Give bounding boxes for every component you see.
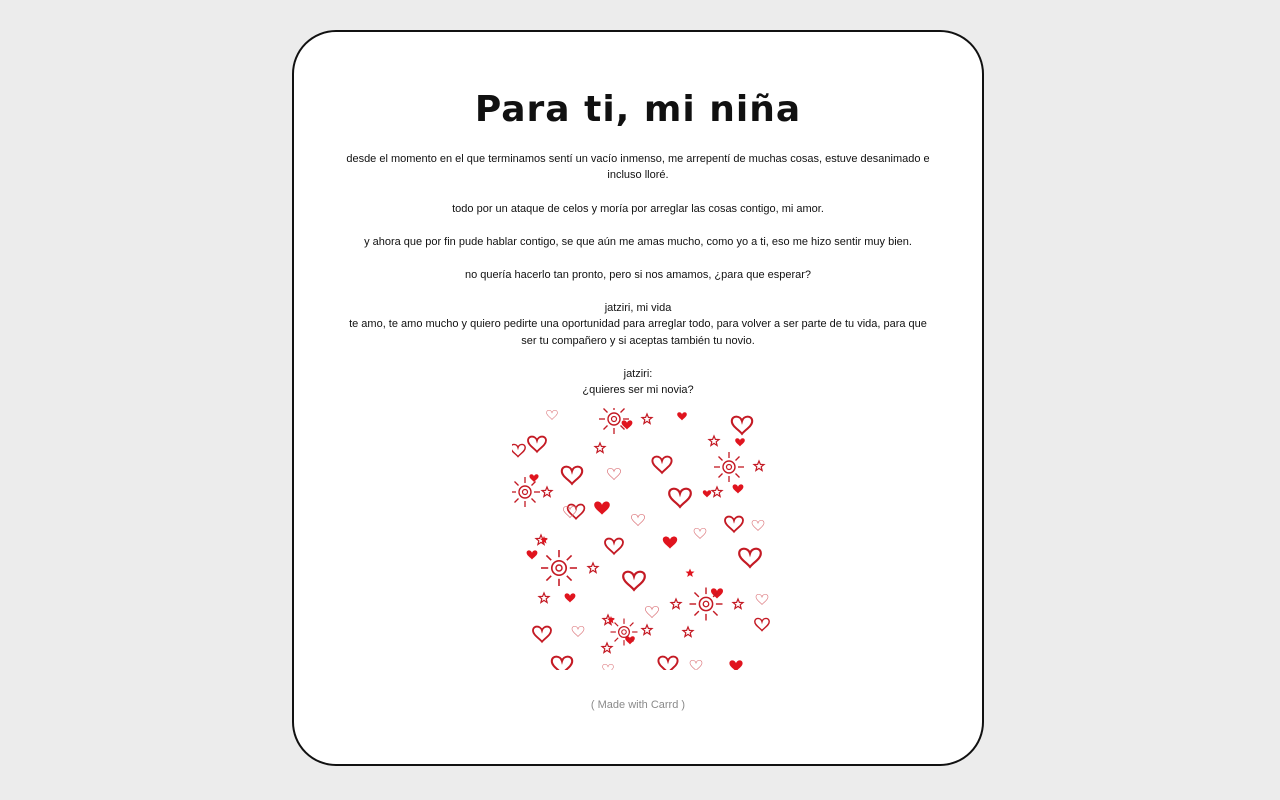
paragraph-line: y ahora que por fin pude hablar contigo, se que aún me amas mucho, como yo a ti, eso me hizo sentir muy bien. bbox=[364, 235, 912, 248]
credit-suffix: ) bbox=[678, 699, 686, 711]
credit-prefix: ( bbox=[590, 699, 598, 711]
content-card bbox=[292, 30, 984, 766]
paragraph-line: te amo, te amo mucho y quiero pedirte una oportunidad para arreglar todo, para volver a ser parte de tu vida, para que ser tu compañero y si aceptas también tu novio. bbox=[349, 318, 927, 347]
paragraph-6 bbox=[346, 366, 930, 399]
paragraph-line: ¿quieres ser mi novia? bbox=[582, 384, 694, 397]
hearts-pattern-image bbox=[512, 408, 772, 670]
paragraph-4 bbox=[346, 267, 930, 283]
paragraph-line: jatziri: bbox=[623, 367, 653, 380]
footer-credit bbox=[294, 699, 982, 711]
page-title: Para ti, mi niña bbox=[474, 89, 802, 130]
paragraph-2 bbox=[346, 201, 930, 217]
paragraph-1 bbox=[346, 151, 930, 184]
paragraph-line: jatziri, mi vida bbox=[604, 301, 672, 314]
message-body bbox=[346, 151, 930, 415]
paragraph-3 bbox=[346, 234, 930, 250]
paragraph-line: no quería hacerlo tan pronto, pero si nos amamos, ¿para que esperar? bbox=[464, 268, 812, 281]
paragraph-5 bbox=[346, 300, 930, 349]
paragraph-line: desde el momento en el que terminamos sentí un vacío inmenso, me arrepentí de muchas cosas, estuve desanimado e incluso lloré. bbox=[346, 153, 930, 182]
paragraph-line: todo por un ataque de celos y moría por arreglar las cosas contigo, mi amor. bbox=[452, 202, 824, 215]
made-with-carrd-link[interactable]: Made with Carrd bbox=[597, 699, 679, 711]
